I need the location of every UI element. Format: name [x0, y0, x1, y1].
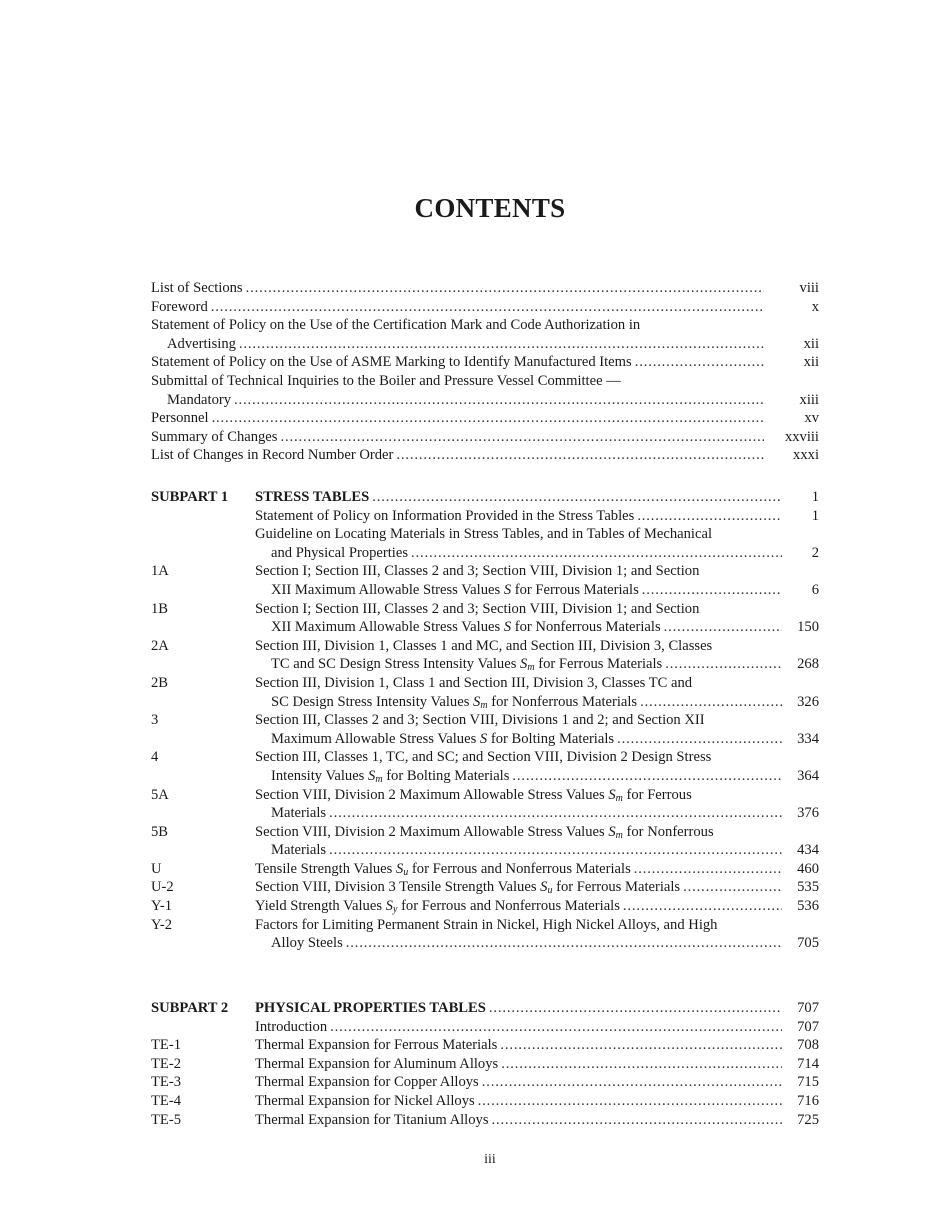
toc-entry-text: Section VIII, Division 2 Maximum Allowable Stress Values $S_m$ for Nonferrous — [255, 823, 714, 841]
toc-page-number: 707 — [797, 1000, 819, 1016]
table-entry-line — [255, 1018, 819, 1037]
toc-page-number: xxviii — [784, 428, 819, 445]
toc-entry-text: Intensity Values $S_m$ for Bolting Materials — [271, 767, 510, 785]
toc-entry-text: Section III, Classes 2 and 3; Section VIII, Divisions 1 and 2; and Section XII — [255, 712, 705, 729]
subpart-label: SUBPART 1 — [151, 489, 229, 505]
table-number: U — [151, 860, 162, 877]
table-entry — [151, 897, 819, 916]
table-entry-line — [255, 786, 819, 805]
table-entry-line — [255, 637, 819, 656]
table-entry — [151, 525, 819, 544]
dot-leader — [665, 655, 782, 674]
toc-entry-text: Alloy Steels — [271, 935, 343, 952]
table-entry — [151, 1092, 819, 1111]
dot-leader — [683, 878, 782, 897]
front-matter-item — [151, 428, 819, 447]
toc-entry-text: Section III, Division 1, Class 1 and Section III, Division 3, Classes TC and — [255, 674, 693, 691]
dot-leader — [634, 860, 782, 879]
toc-entry-text: Personnel — [151, 410, 209, 427]
dot-leader — [664, 618, 782, 637]
toc-page-number: 460 — [797, 860, 819, 877]
toc-entry-text: Thermal Expansion for Nickel Alloys — [255, 1092, 475, 1109]
toc-entry-text: Introduction — [255, 1018, 328, 1035]
table-entry-line — [255, 841, 819, 860]
table-entry-line — [255, 562, 819, 581]
dot-leader — [234, 391, 764, 410]
toc-entry-text: Thermal Expansion for Titanium Alloys — [255, 1111, 489, 1128]
toc-page-number: 364 — [797, 767, 819, 784]
table-entry — [151, 841, 819, 860]
table-entry — [151, 1055, 819, 1074]
table-entry-line — [255, 507, 819, 526]
toc-entry-text: and Physical Properties — [271, 544, 408, 561]
table-entry — [151, 600, 819, 619]
table-entry — [151, 860, 819, 879]
table-entry-line — [255, 748, 819, 767]
toc-entry-text: Guideline on Locating Materials in Stress Tables, and in Tables of Mechanical — [255, 526, 713, 543]
toc-entry-text: Thermal Expansion for Aluminum Alloys — [255, 1055, 499, 1072]
front-matter-item — [151, 316, 819, 335]
table-number: U-2 — [151, 879, 174, 896]
dot-leader — [637, 507, 782, 526]
table-entry-line — [255, 878, 819, 897]
toc-entry-text: Section III, Classes 1, TC, and SC; and Section VIII, Division 2 Design Stress — [255, 749, 712, 766]
dot-leader — [211, 298, 764, 317]
table-number: TE-1 — [151, 1037, 181, 1054]
table-entry — [151, 823, 819, 842]
toc-page-number: 535 — [797, 879, 819, 896]
table-number: 1B — [151, 600, 169, 617]
front-matter-item — [151, 446, 819, 465]
toc-page-number: 334 — [797, 730, 819, 747]
dot-leader — [239, 335, 764, 354]
table-entry-line — [255, 1092, 819, 1111]
front-matter-list — [151, 279, 819, 465]
table-entry — [151, 507, 819, 526]
table-entry — [151, 1111, 819, 1130]
toc-entry-text: Foreword — [151, 298, 208, 315]
table-number: 2B — [151, 674, 169, 691]
toc-page-number: 150 — [797, 619, 819, 636]
table-entry-line — [255, 730, 819, 749]
table-number: TE-4 — [151, 1092, 181, 1109]
table-entry-line — [255, 1073, 819, 1092]
toc-page-number: 1 — [811, 489, 819, 505]
table-entry — [151, 637, 819, 656]
dot-leader — [246, 279, 764, 298]
toc-page-number: 376 — [797, 805, 819, 822]
toc-entry-text: Materials — [271, 842, 327, 859]
toc-entry-text: SC Design Stress Intensity Values $S_m$ for Nonferrous Materials — [271, 693, 638, 711]
front-matter-item — [151, 298, 819, 317]
table-entry-line — [255, 1036, 819, 1055]
dot-leader — [346, 934, 782, 953]
toc-page-number: 716 — [797, 1092, 819, 1109]
front-matter-item — [151, 335, 819, 354]
dot-leader — [640, 693, 782, 712]
toc-entry-text: Materials — [271, 805, 327, 822]
table-entry — [151, 767, 819, 786]
table-number: 1A — [151, 563, 169, 580]
toc-page-number: x — [811, 298, 819, 315]
table-entry-line — [255, 581, 819, 600]
dot-leader — [478, 1092, 782, 1111]
table-entry-line — [255, 525, 819, 544]
toc-entry-text: Thermal Expansion for Copper Alloys — [255, 1074, 479, 1091]
dot-leader — [617, 730, 782, 749]
dot-leader — [500, 1036, 782, 1055]
toc-page-number: 326 — [797, 693, 819, 710]
table-entry — [151, 1036, 819, 1055]
toc-page-number: 715 — [797, 1074, 819, 1091]
toc-page-number: xv — [804, 410, 819, 427]
dot-leader — [482, 1073, 782, 1092]
table-entry-line — [255, 618, 819, 637]
toc-page-number: 2 — [811, 544, 819, 561]
table-entry — [151, 730, 819, 749]
dot-leader — [501, 1055, 782, 1074]
toc-page-number: 705 — [797, 935, 819, 952]
table-entry-line — [255, 544, 819, 563]
subpart-heading — [151, 999, 819, 1018]
toc-entry-text: PHYSICAL PROPERTIES TABLES — [255, 1000, 486, 1016]
table-entry — [151, 618, 819, 637]
table-entry-line — [255, 934, 819, 953]
table-number: 5B — [151, 823, 169, 840]
table-number: 5A — [151, 786, 169, 803]
front-matter-item — [151, 409, 819, 428]
toc-entry-text: Yield Strength Values $S_y$ for Ferrous and Nonferrous Materials — [255, 898, 620, 916]
toc-page-number: xii — [803, 354, 819, 371]
dot-leader — [642, 581, 782, 600]
table-entry — [151, 655, 819, 674]
table-entry-line — [255, 1055, 819, 1074]
toc-page-number: 708 — [797, 1037, 819, 1054]
toc-page-number: xiii — [799, 391, 819, 408]
toc-page-number: xii — [803, 335, 819, 352]
subpart-2-section — [151, 999, 819, 1129]
toc-entry-text: Statement of Policy on the Use of the Certification Mark and Code Authorization in — [151, 317, 641, 334]
table-entry-line — [255, 693, 819, 712]
table-entry-line — [255, 711, 819, 730]
toc-entry-text: Factors for Limiting Permanent Strain in Nickel, High Nickel Alloys, and High — [255, 916, 718, 933]
front-matter-item — [151, 391, 819, 410]
subpart-title — [255, 999, 819, 1018]
toc-entry-text: Mandatory — [167, 391, 232, 408]
toc-entry-text: Statement of Policy on the Use of ASME Marking to Identify Manufactured Items — [151, 354, 632, 371]
table-entry-line — [255, 916, 819, 935]
table-number: Y-1 — [151, 898, 173, 915]
toc-entry-text: TC and SC Design Stress Intensity Values $S_m$ for Ferrous Materials — [271, 656, 663, 674]
front-matter-item — [151, 372, 819, 391]
table-entry — [151, 1073, 819, 1092]
toc-entry-text: XII Maximum Allowable Stress Values S for Nonferrous Materials — [271, 619, 661, 636]
table-entry-line — [255, 767, 819, 786]
toc-entry-text: Thermal Expansion for Ferrous Materials — [255, 1037, 498, 1054]
dot-leader — [635, 353, 764, 372]
table-entry-line — [255, 674, 819, 693]
toc-page-number: 725 — [797, 1111, 819, 1128]
dot-leader — [212, 409, 764, 428]
toc-entry-text: Section I; Section III, Classes 2 and 3; Section VIII, Division 1; and Section — [255, 563, 700, 580]
table-entry-line — [255, 600, 819, 619]
toc-page-number: 268 — [797, 656, 819, 673]
table-entry-line — [255, 897, 819, 916]
table-entry — [151, 748, 819, 767]
dot-leader — [280, 428, 764, 447]
front-matter-item — [151, 353, 819, 372]
table-entry — [151, 562, 819, 581]
table-entry-line — [255, 823, 819, 842]
table-number: Y-2 — [151, 916, 173, 933]
table-entry — [151, 786, 819, 805]
toc-entry-text: Section VIII, Division 2 Maximum Allowable Stress Values $S_m$ for Ferrous — [255, 786, 692, 804]
table-entry — [151, 581, 819, 600]
toc-entry-text: Section VIII, Division 3 Tensile Strength Values $S_u$ for Ferrous Materials — [255, 879, 681, 897]
toc-page-number: 6 — [811, 581, 819, 598]
toc-page-number: xxxi — [793, 447, 819, 464]
table-entry-line — [255, 655, 819, 674]
table-entry — [151, 804, 819, 823]
toc-entry-text: Submittal of Technical Inquiries to the Boiler and Pressure Vessel Committee — — [151, 372, 621, 389]
toc-entry-text: Summary of Changes — [151, 428, 278, 445]
dot-leader — [512, 767, 782, 786]
dot-leader — [329, 841, 782, 860]
dot-leader — [411, 544, 782, 563]
toc-page-number: 1 — [811, 507, 819, 524]
toc-entry-text: Advertising — [167, 335, 236, 352]
table-number: 4 — [151, 749, 159, 766]
subpart-label: SUBPART 2 — [151, 1000, 229, 1016]
table-entry — [151, 693, 819, 712]
toc-entry-text: List of Sections — [151, 280, 243, 296]
table-number: TE-5 — [151, 1111, 181, 1128]
toc-entry-text: Tensile Strength Values $S_u$ for Ferrous and Nonferrous Materials — [255, 860, 631, 878]
table-entry-line — [255, 804, 819, 823]
dot-leader — [492, 1111, 783, 1130]
toc-entry-text: Section I; Section III, Classes 2 and 3; Section VIII, Division 1; and Section — [255, 600, 700, 617]
toc-entry-text: Section III, Division 1, Classes 1 and MC, and Section III, Division 3, Classes — [255, 637, 713, 654]
toc-entry-text: STRESS TABLES — [255, 489, 370, 505]
table-number: TE-3 — [151, 1074, 181, 1091]
table-entry — [151, 878, 819, 897]
dot-leader — [330, 1018, 782, 1037]
toc-page-number: 714 — [797, 1055, 819, 1072]
subpart-1-section — [151, 488, 819, 953]
toc-entry-text: List of Changes in Record Number Order — [151, 447, 394, 464]
toc-entry-text: Statement of Policy on Information Provided in the Stress Tables — [255, 507, 635, 524]
dot-leader — [329, 804, 782, 823]
table-entry — [151, 544, 819, 563]
table-entry — [151, 674, 819, 693]
subpart-heading — [151, 488, 819, 507]
toc-page-number: 707 — [797, 1018, 819, 1035]
toc-entry-text: Maximum Allowable Stress Values S for Bolting Materials — [271, 730, 615, 747]
page-title: CONTENTS — [414, 193, 566, 223]
table-entry — [151, 1018, 819, 1037]
toc-entry-text: XII Maximum Allowable Stress Values S for Ferrous Materials — [271, 581, 639, 598]
toc-page-number: 434 — [797, 842, 819, 859]
table-number: 2A — [151, 637, 169, 654]
dot-leader — [372, 488, 782, 507]
dot-leader — [623, 897, 782, 916]
table-entry-line — [255, 1111, 819, 1130]
table-number: 3 — [151, 712, 159, 729]
table-entry-line — [255, 860, 819, 879]
dot-leader — [396, 446, 764, 465]
table-entry — [151, 916, 819, 935]
table-entry — [151, 711, 819, 730]
toc-page-number: 536 — [797, 898, 819, 915]
dot-leader — [489, 999, 782, 1018]
toc-page-number: viii — [799, 280, 819, 296]
front-matter-item — [151, 279, 819, 298]
table-entry — [151, 934, 819, 953]
page-number: iii — [484, 1152, 496, 1167]
subpart-title — [255, 488, 819, 507]
table-number: TE-2 — [151, 1055, 181, 1072]
